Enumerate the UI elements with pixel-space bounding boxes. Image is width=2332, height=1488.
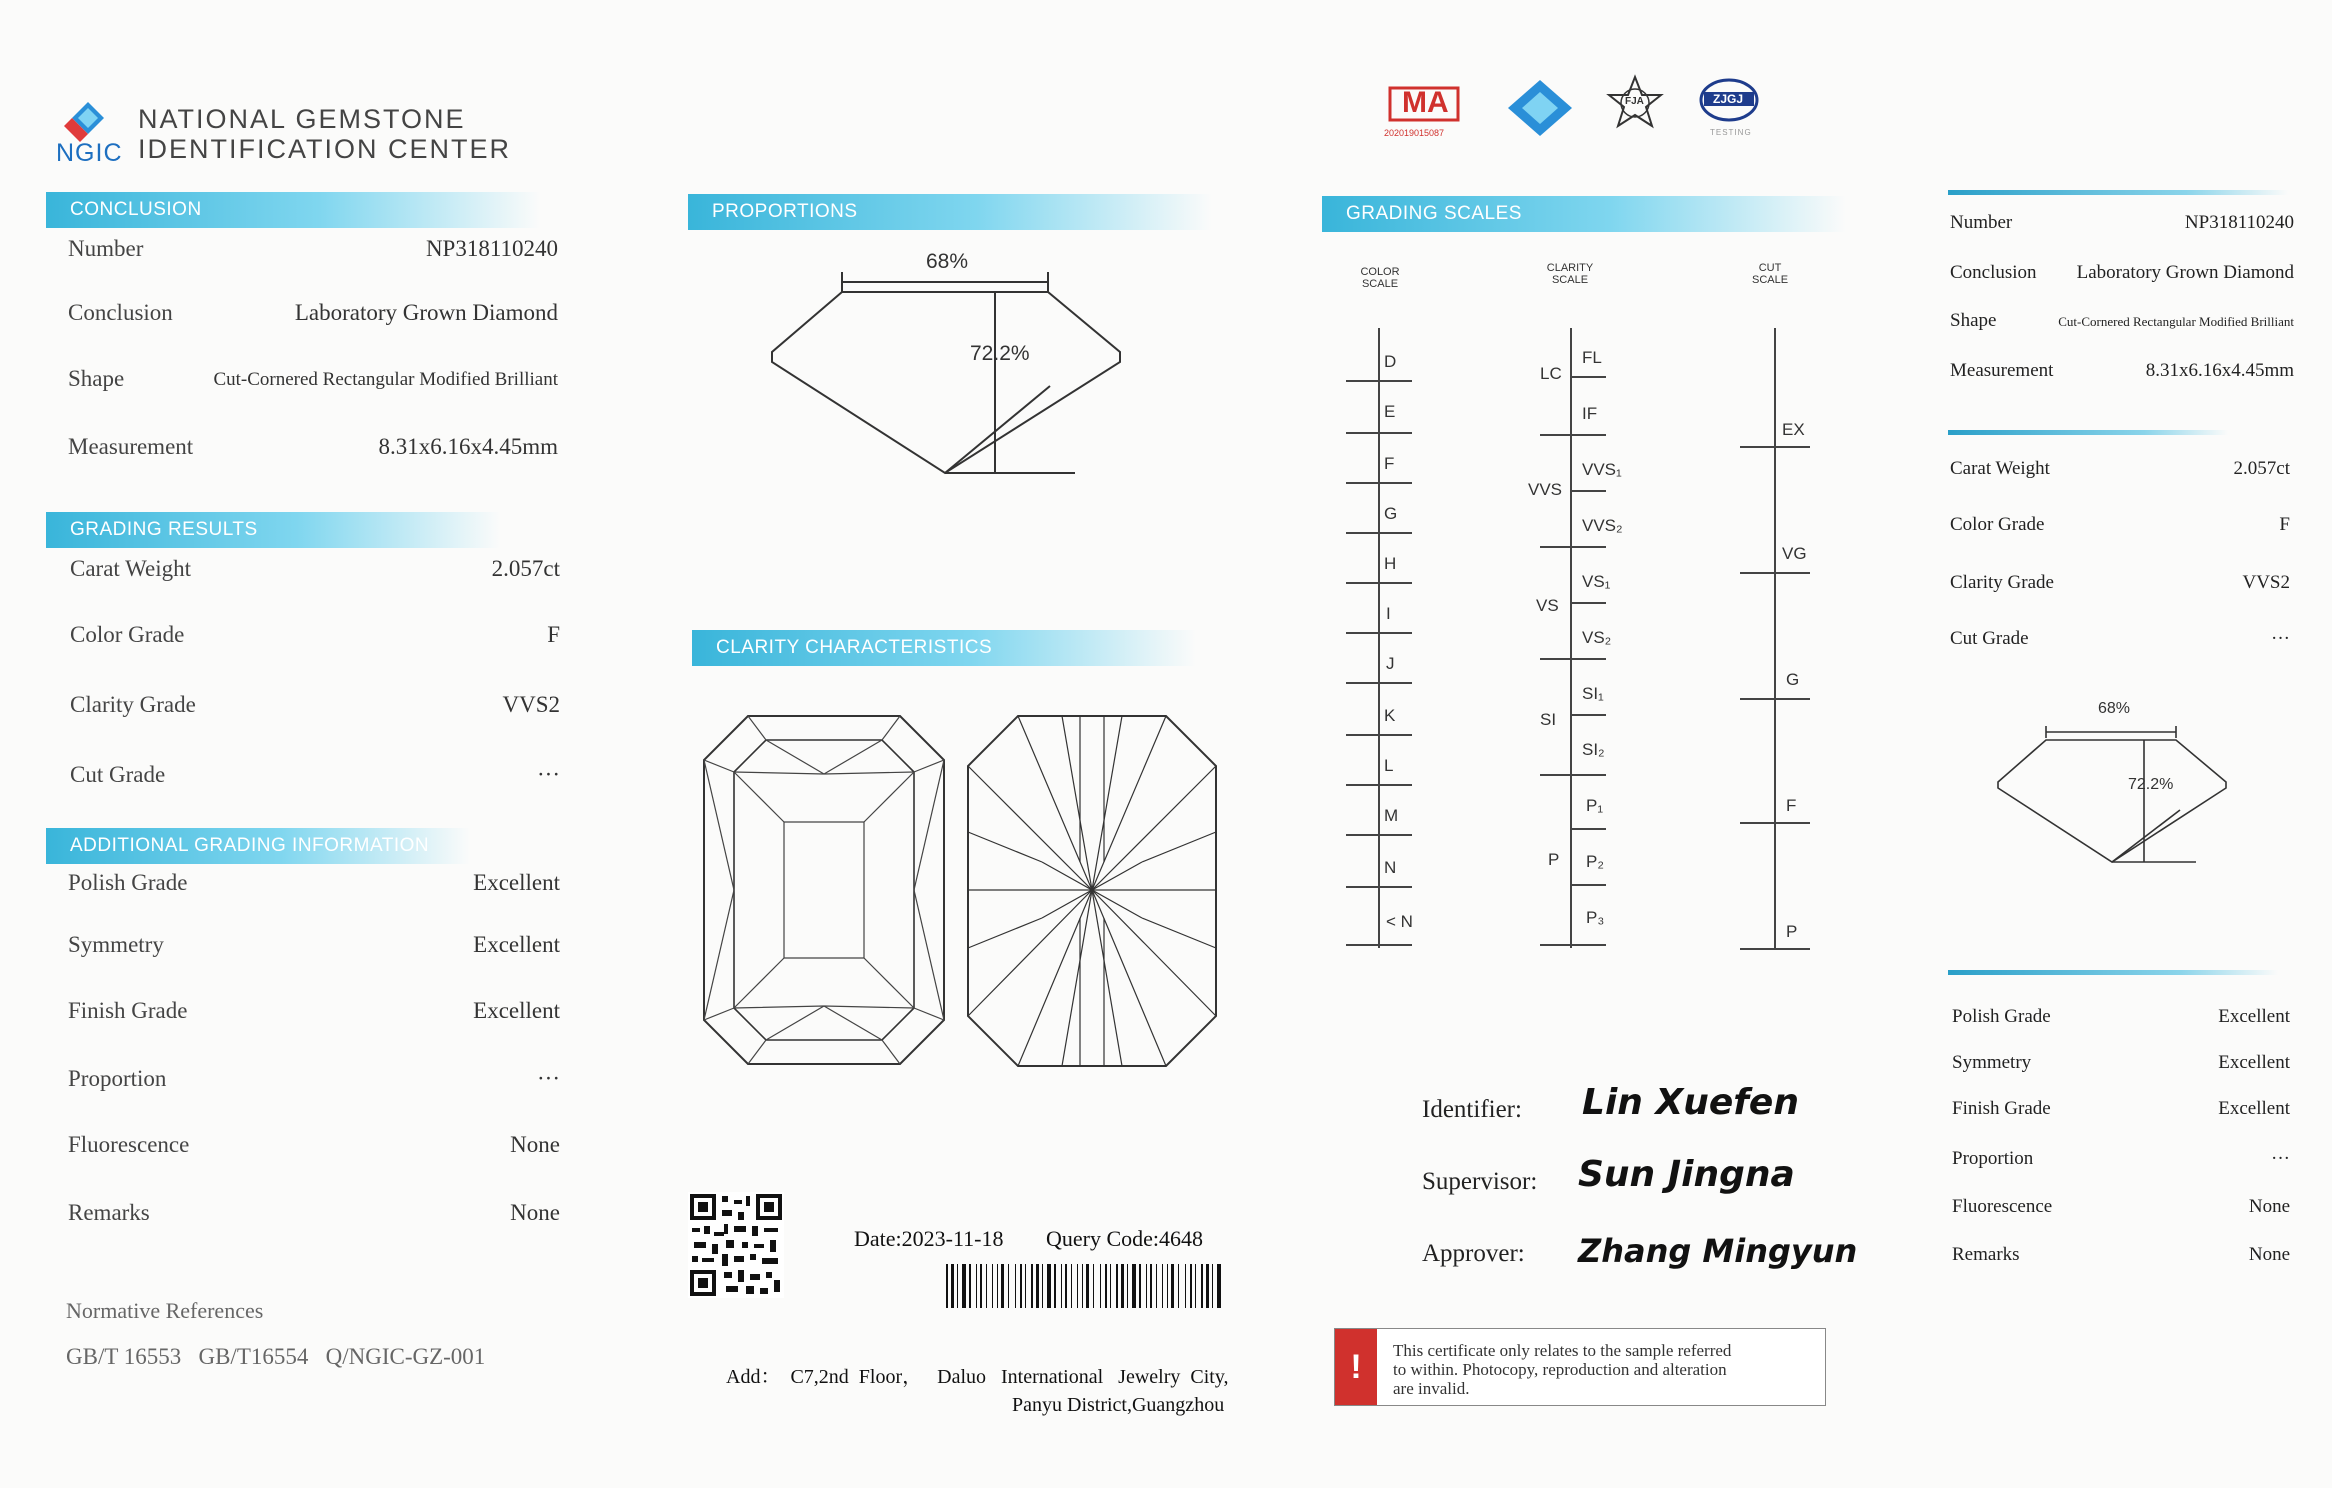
notice-line: This certificate only relates to the sample referred (1393, 1341, 1732, 1360)
ngic-abbr: NGIC (56, 139, 123, 167)
summary-label: Finish Grade (1952, 1098, 2051, 1119)
clarity-grade-p1: P₁ (1586, 796, 1604, 815)
summary-row (1952, 1006, 2290, 1036)
summary-divider-1 (1948, 190, 2288, 195)
clarity-grade-vs2: VS₂ (1582, 628, 1612, 647)
cut-grade-vg: VG (1782, 544, 1807, 563)
color-scale-title-2: SCALE (1361, 278, 1399, 290)
summary-value: Cut-Cornered Rectangular Modified Brilliant (2058, 314, 2294, 329)
scale-tick (1540, 658, 1606, 660)
summary-label: Number (1950, 212, 2013, 233)
scale-tick (1540, 546, 1606, 548)
summary-label: Clarity Grade (1950, 572, 2054, 593)
additional-row (68, 1066, 560, 1106)
section-proportions: PROPORTIONS (688, 194, 1212, 230)
color-grade-m: M (1384, 806, 1399, 825)
conclusion-list (68, 236, 558, 476)
clarity-group-p: P (1548, 850, 1560, 869)
summary-value: None (2248, 1244, 2290, 1265)
cut-grade-g: G (1786, 670, 1800, 689)
clarity-scale-title (1544, 262, 1596, 286)
section-additional: ADDITIONAL GRADING INFORMATION (46, 828, 470, 864)
color-grade-i: I (1386, 604, 1391, 623)
scale-tick (1346, 886, 1412, 888)
grading-list (70, 556, 560, 806)
clarity-group-lc: LC (1540, 364, 1562, 383)
zjgj-text: ZJGJ (1713, 92, 1744, 106)
additional-row (68, 1132, 560, 1172)
summary-value: None (2248, 1196, 2290, 1217)
color-grade-below-n: < N (1386, 912, 1413, 931)
field-label: Number (68, 236, 144, 261)
notice-box (1334, 1328, 1826, 1406)
summary-value: Excellent (2218, 1052, 2290, 1073)
summary-table-percent: 68% (2098, 700, 2131, 717)
clarity-scale-title-2: SCALE (1551, 274, 1589, 286)
qr-code (688, 1192, 784, 1298)
cma-text: MA (1402, 86, 1449, 119)
field-label: Proportion (68, 1066, 167, 1091)
summary-list (1950, 212, 2294, 392)
query-code: Query Code:4648 (1046, 1226, 1204, 1251)
section-conclusion: CONCLUSION (46, 192, 540, 228)
summary-grading-list (1950, 458, 2290, 658)
section-grading-scales: GRADING SCALES (1322, 196, 1846, 232)
cut-grade-p: P (1786, 922, 1798, 941)
cut-grade-ex: EX (1782, 420, 1805, 439)
conclusion-row (68, 434, 558, 474)
summary-value: ··· (2271, 628, 2290, 649)
conclusion-row (68, 366, 558, 406)
cut-grade-f: F (1786, 796, 1797, 815)
summary-label: Polish Grade (1952, 1006, 2051, 1027)
clarity-grade-si1: SI₁ (1582, 684, 1604, 703)
cut-scale-title (1752, 262, 1788, 286)
cut-scale (1740, 330, 1820, 950)
color-scale-title (1360, 266, 1400, 290)
ngic-logo (52, 96, 134, 166)
normative-refs: GB/T 16553 GB/T16554 Q/NGIC-GZ-001 (66, 1344, 486, 1369)
approver-signature: Zhang Mingyun (1578, 1232, 1858, 1270)
field-label: Color Grade (70, 622, 185, 647)
field-label: Clarity Grade (70, 692, 196, 717)
field-value: None (510, 1132, 560, 1157)
scale-tick (1740, 822, 1810, 824)
scale-tick (1740, 572, 1810, 574)
color-scale (1346, 330, 1416, 950)
summary-proportion-diagram (1994, 718, 2234, 868)
summary-label: Shape (1950, 310, 1997, 331)
brand-line2: IDENTIFICATION CENTER (138, 134, 512, 164)
clarity-group-vs: VS (1536, 596, 1559, 615)
proportion-diagram (760, 240, 1150, 490)
clarity-crown-diagram (700, 712, 950, 1072)
grading-row (70, 556, 560, 596)
summary-row (1950, 212, 2294, 242)
scale-tick (1740, 446, 1810, 448)
summary-row (1950, 572, 2290, 602)
field-label: Fluorescence (68, 1132, 190, 1157)
brand-line1: NATIONAL GEMSTONE (138, 104, 466, 134)
summary-value: 2.057ct (2233, 458, 2290, 479)
field-value: Excellent (473, 998, 560, 1023)
field-value: ··· (537, 762, 560, 787)
clarity-grade-vvs1: VVS₁ (1582, 460, 1622, 479)
additional-row (68, 932, 560, 972)
scale-tick (1346, 682, 1412, 684)
scale-tick (1346, 432, 1412, 434)
scale-tick (1540, 944, 1606, 946)
summary-row (1950, 458, 2290, 488)
testing-text: TESTING (1710, 128, 1752, 137)
summary-value: ··· (2271, 1148, 2290, 1169)
summary-row (1952, 1244, 2290, 1274)
color-grade-d: D (1384, 352, 1397, 371)
scale-tick (1740, 948, 1810, 950)
supervisor-signature: Sun Jingna (1578, 1154, 1795, 1195)
field-value: F (547, 622, 560, 647)
field-value: Laboratory Grown Diamond (294, 300, 558, 325)
summary-value: F (2279, 514, 2290, 535)
field-value: VVS2 (502, 692, 560, 717)
clarity-grade-si2: SI₂ (1582, 740, 1605, 759)
field-value: None (510, 1200, 560, 1225)
cma-logo (1384, 82, 1464, 144)
field-label: Remarks (68, 1200, 150, 1225)
summary-label: Cut Grade (1950, 628, 2029, 649)
summary-label: Conclusion (1950, 262, 2037, 283)
identifier-title: Identifier: (1422, 1096, 1522, 1123)
scale-tick (1346, 734, 1412, 736)
summary-label: Proportion (1952, 1148, 2034, 1169)
clarity-grade-vs1: VS₁ (1582, 572, 1611, 591)
scale-tick (1346, 834, 1412, 836)
summary-additional-list (1952, 1006, 2290, 1276)
summary-label: Remarks (1952, 1244, 2020, 1265)
supervisor-title: Supervisor: (1422, 1168, 1538, 1195)
normative-title: Normative References (66, 1298, 264, 1323)
color-grade-f: F (1384, 454, 1395, 473)
warning-icon: ! (1335, 1329, 1377, 1405)
additional-row (68, 870, 560, 910)
conclusion-row (68, 236, 558, 276)
summary-row (1950, 628, 2290, 658)
color-grade-e: E (1384, 402, 1396, 421)
field-label: Cut Grade (70, 762, 166, 787)
clarity-grade-if: IF (1582, 404, 1598, 423)
summary-divider-2 (1948, 430, 2228, 435)
color-grade-k: K (1384, 706, 1396, 725)
zjgj-logo (1698, 78, 1760, 142)
summary-value: Excellent (2218, 1098, 2290, 1119)
summary-row (1950, 514, 2290, 544)
section-grading-results: GRADING RESULTS (46, 512, 500, 548)
summary-row (1950, 262, 2294, 292)
field-value: Excellent (473, 932, 560, 957)
clarity-scale (1528, 330, 1628, 950)
summary-row (1950, 360, 2294, 390)
scale-tick (1346, 784, 1412, 786)
notice-line: to within. Photocopy, reproduction and alteration (1393, 1360, 1727, 1379)
field-label: Conclusion (68, 300, 173, 325)
clarity-scale-title-1: CLARITY (1546, 262, 1594, 274)
field-label: Measurement (68, 434, 194, 459)
summary-depth-percent: 72.2% (2128, 776, 2174, 793)
fja-text: FJA (1625, 96, 1644, 107)
field-label: Carat Weight (70, 556, 191, 581)
summary-value: VVS2 (2242, 572, 2290, 593)
additional-row (68, 1200, 560, 1240)
scale-tick (1740, 698, 1810, 700)
field-value: Excellent (473, 870, 560, 895)
grading-row (70, 692, 560, 732)
color-grade-h: H (1384, 554, 1397, 573)
summary-label: Fluorescence (1952, 1196, 2053, 1217)
field-value: 8.31x6.16x4.45mm (378, 434, 558, 459)
field-label: Symmetry (68, 932, 164, 957)
summary-row (1950, 310, 2294, 340)
summary-label: Symmetry (1952, 1052, 2032, 1073)
field-value: NP318110240 (425, 236, 558, 261)
color-grade-j: J (1386, 654, 1395, 673)
summary-value: 8.31x6.16x4.45mm (2145, 360, 2294, 381)
summary-label: Carat Weight (1950, 458, 2050, 479)
summary-row (1952, 1098, 2290, 1128)
clarity-grade-p2: P₂ (1586, 852, 1604, 871)
summary-value: Excellent (2218, 1006, 2290, 1027)
clarity-group-vvs: VVS (1528, 480, 1563, 499)
scale-tick (1540, 774, 1606, 776)
clarity-group-si: SI (1540, 710, 1557, 729)
field-value: Cut-Cornered Rectangular Modified Brilliant (213, 369, 558, 390)
clarity-grade-fl: FL (1582, 348, 1602, 367)
summary-divider-3 (1948, 970, 2278, 975)
summary-value: Laboratory Grown Diamond (2076, 262, 2294, 283)
field-label: Polish Grade (68, 870, 188, 895)
clarity-grade-p3: P₃ (1586, 908, 1605, 927)
summary-label: Color Grade (1950, 514, 2045, 535)
address-line1: Add： C7,2nd Floor， Daluo International Jewelry City, (726, 1366, 1229, 1388)
scale-tick (1346, 582, 1412, 584)
identifier-signature: Lin Xuefen (1582, 1082, 1799, 1123)
scale-tick (1570, 884, 1606, 886)
scale-tick (1346, 944, 1412, 946)
conclusion-row (68, 300, 558, 340)
clarity-pavilion-diagram (962, 712, 1222, 1072)
field-label: Shape (68, 366, 125, 391)
issue-date: Date:2023-11-18 (854, 1226, 1004, 1251)
color-grade-n: N (1384, 858, 1397, 877)
scale-tick (1346, 482, 1412, 484)
notice-line: are invalid. (1393, 1379, 1470, 1398)
address-line2: Panyu District,Guangzhou (1012, 1394, 1225, 1416)
color-grade-g: G (1384, 504, 1398, 523)
field-value: 2.057ct (491, 556, 560, 581)
color-grade-l: L (1384, 756, 1394, 775)
section-clarity: CLARITY CHARACTERISTICS (692, 630, 1196, 666)
scale-tick (1346, 632, 1412, 634)
table-percent: 68% (926, 250, 969, 273)
field-value: ··· (537, 1066, 560, 1091)
scale-tick (1570, 602, 1606, 604)
summary-row (1952, 1052, 2290, 1082)
scale-tick (1570, 376, 1606, 378)
fja-logo (1606, 74, 1664, 134)
depth-percent: 72.2% (970, 342, 1030, 365)
approver-title: Approver: (1422, 1240, 1525, 1267)
notice-text (1393, 1341, 1731, 1398)
clarity-grade-vvs2: VVS₂ (1582, 516, 1623, 535)
color-scale-title-1: COLOR (1360, 266, 1400, 278)
additional-list (68, 870, 560, 1240)
scale-tick (1346, 380, 1412, 382)
cut-scale-title-2: SCALE (1752, 274, 1789, 286)
cut-scale-title-1: CUT (1758, 262, 1782, 274)
additional-row (68, 998, 560, 1038)
grading-row (70, 622, 560, 662)
barcode (946, 1264, 1222, 1308)
summary-label: Measurement (1950, 360, 2054, 381)
ngic-mark-icon (1506, 78, 1574, 138)
scale-tick (1570, 714, 1606, 716)
scale-tick (1570, 490, 1606, 492)
summary-value: NP318110240 (2184, 212, 2294, 233)
summary-row (1952, 1196, 2290, 1226)
summary-row (1952, 1148, 2290, 1178)
cma-number: 202019015087 (1384, 128, 1445, 138)
grading-row (70, 762, 560, 802)
scale-tick (1346, 532, 1412, 534)
scale-tick (1540, 434, 1606, 436)
field-label: Finish Grade (68, 998, 188, 1023)
scale-tick (1570, 828, 1606, 830)
